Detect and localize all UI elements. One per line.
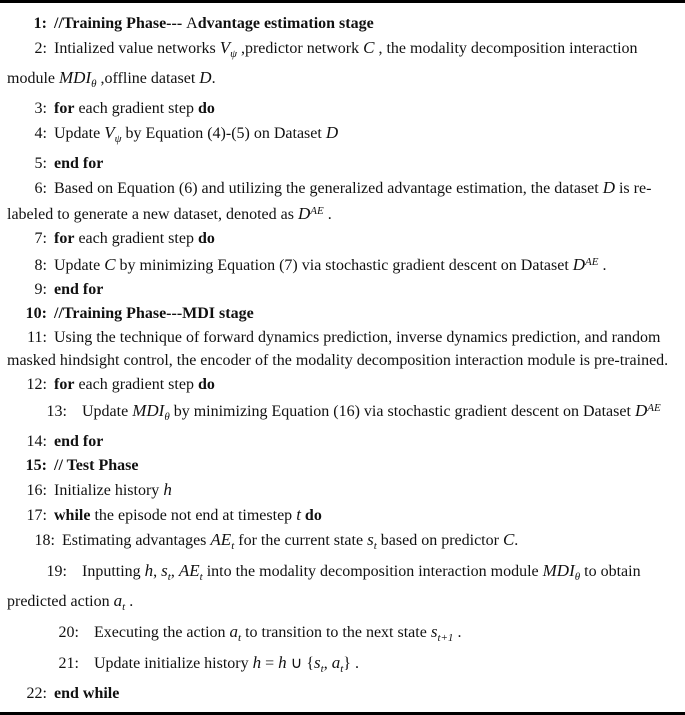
- algorithm-line: [7, 620, 671, 650]
- text-segment: while: [54, 507, 91, 524]
- math-token: MDI: [542, 561, 575, 580]
- text-segment: do: [197, 100, 215, 117]
- text-segment: dvantage estimation stage: [197, 15, 374, 32]
- algorithm-line: [7, 651, 671, 681]
- line-number: 21:: [58, 655, 79, 672]
- algorithm-line: [7, 682, 671, 705]
- text-segment: Based on Equation (6) and utilizing the generalized advantage estimation, the dataset: [54, 180, 603, 197]
- text-segment: .: [211, 70, 216, 87]
- line-number: 20:: [58, 624, 79, 641]
- math-token: t: [320, 663, 324, 675]
- text-segment: end for: [54, 155, 104, 172]
- text-segment: ,: [323, 655, 332, 672]
- math-token: h: [278, 653, 287, 672]
- math-token: ψ: [230, 48, 237, 60]
- line-number: 2:: [34, 40, 47, 57]
- text-segment: // Test Phase: [54, 457, 139, 474]
- text-segment: for: [54, 376, 75, 393]
- text-segment: =: [261, 655, 279, 672]
- math-token: s: [367, 530, 374, 549]
- math-token: D: [297, 204, 311, 223]
- line-number: 14:: [26, 433, 47, 450]
- algorithm-line: [7, 454, 671, 477]
- math-token: AE: [210, 530, 232, 549]
- algorithm-line: [7, 430, 671, 453]
- algorithm-line: [7, 36, 671, 96]
- text-segment: //Training Phase---MDI stage: [54, 305, 254, 322]
- text-segment: .: [514, 532, 519, 549]
- text-segment: based on predictor: [376, 532, 503, 549]
- math-token: a: [331, 653, 341, 672]
- text-segment: ,: [170, 563, 179, 580]
- algorithm-line: [7, 176, 671, 226]
- math-token: t: [231, 540, 235, 552]
- algorithm-line: [7, 503, 671, 527]
- text-segment: end while: [54, 685, 120, 702]
- math-token: t+1: [437, 632, 454, 644]
- line-number: 8:: [34, 257, 47, 274]
- algorithm-lines: [7, 12, 671, 705]
- math-token: θ: [574, 571, 581, 583]
- text-segment: Inputting: [74, 563, 145, 580]
- algorithm-line: [7, 302, 671, 325]
- algorithm-line: [7, 559, 671, 619]
- text-segment: by minimizing Equation (7) via stochastic gradient descent on Dataset: [115, 257, 573, 274]
- text-segment: end for: [54, 433, 104, 450]
- algorithm-line: [7, 528, 671, 558]
- text-segment: by Equation (4)-(5) on Dataset: [121, 125, 326, 142]
- line-number: 3:: [34, 100, 47, 117]
- text-segment: ,predictor network: [236, 40, 364, 57]
- text-segment: .: [125, 593, 134, 610]
- algorithm-line: [7, 251, 671, 277]
- line-number: 10:: [25, 305, 47, 322]
- text-segment: } .: [343, 655, 359, 672]
- text-segment: for: [54, 100, 75, 117]
- text-segment: Update: [74, 403, 133, 420]
- math-token: t: [296, 505, 301, 524]
- math-token: C: [363, 38, 375, 57]
- text-segment: each gradient step: [74, 230, 198, 247]
- math-token: D: [634, 401, 648, 420]
- line-number: 17:: [26, 507, 47, 524]
- math-token: θ: [91, 78, 97, 90]
- text-segment: Intialized value networks: [54, 40, 220, 57]
- text-segment: Update initialize history: [86, 655, 253, 672]
- math-token: θ: [164, 411, 170, 423]
- line-number: 11:: [27, 329, 47, 346]
- algorithm-line: [7, 397, 671, 429]
- line-number: 1:: [33, 15, 47, 32]
- math-token: h: [144, 561, 154, 580]
- text-segment: to transition to the next state: [241, 624, 431, 641]
- math-token: AE: [310, 205, 324, 217]
- math-token: D: [572, 255, 586, 274]
- text-segment: do: [197, 376, 215, 393]
- math-token: C: [104, 255, 116, 274]
- text-segment: the episode not end at timestep: [90, 507, 297, 524]
- text-segment: .: [598, 257, 607, 274]
- math-token: MDI: [132, 401, 165, 420]
- line-number: 4:: [34, 125, 47, 142]
- math-token: t: [199, 571, 203, 583]
- text-segment: into the modality decomposition interaction module: [202, 563, 543, 580]
- math-token: t: [122, 601, 126, 613]
- math-token: h: [163, 480, 172, 499]
- algorithm-line: [7, 152, 671, 175]
- algorithm-line: [7, 373, 671, 396]
- algorithm-line: [7, 227, 671, 250]
- math-token: t: [373, 540, 377, 552]
- math-token: MDI: [59, 68, 92, 87]
- text-segment: Update: [54, 125, 105, 142]
- math-token: t: [340, 663, 344, 675]
- line-number: 5:: [34, 155, 47, 172]
- text-segment: ∪ {: [286, 655, 315, 672]
- line-number: 12:: [26, 376, 47, 393]
- math-token: t: [238, 632, 242, 644]
- math-token: a: [113, 591, 123, 610]
- line-number: 19:: [46, 563, 67, 580]
- line-number: 15:: [25, 457, 47, 474]
- math-token: AE: [585, 256, 599, 268]
- text-segment: for: [54, 230, 75, 247]
- text-segment: each gradient step: [74, 376, 198, 393]
- text-segment: Update: [54, 257, 105, 274]
- line-number: 18:: [34, 532, 55, 549]
- line-number: 22:: [26, 685, 47, 702]
- line-number: 7:: [34, 230, 47, 247]
- text-segment: .: [323, 206, 332, 223]
- math-token: D: [325, 123, 339, 142]
- line-number: 16:: [26, 482, 47, 499]
- line-number: 9:: [34, 281, 47, 298]
- math-token: t: [167, 571, 171, 583]
- text-segment: Estimating advantages: [62, 532, 211, 549]
- text-segment: each gradient step: [74, 100, 198, 117]
- math-token: V: [219, 38, 231, 57]
- math-token: a: [229, 622, 239, 641]
- math-token: AE: [647, 402, 661, 414]
- math-token: s: [161, 561, 168, 580]
- algorithm-line: [7, 278, 671, 301]
- math-token: D: [199, 68, 212, 87]
- algorithm-line: [7, 97, 671, 120]
- text-segment: to obtain predicted action: [7, 563, 641, 610]
- math-token: h: [252, 653, 262, 672]
- text-segment: for the current state: [234, 532, 368, 549]
- math-token: s: [430, 622, 438, 641]
- line-number: 13:: [46, 403, 67, 420]
- algorithm-line: [7, 12, 671, 35]
- text-segment: do: [304, 507, 322, 524]
- algorithm-line: [7, 121, 671, 151]
- algorithm-line: [7, 478, 671, 502]
- text-segment: //Training Phase---: [54, 15, 187, 32]
- text-segment: is re-labeled to generate a new dataset, denoted as: [7, 180, 652, 223]
- text-segment: A: [186, 15, 198, 32]
- text-segment: , the modality decomposition interaction module: [7, 40, 638, 87]
- algorithm-line: [7, 326, 671, 372]
- text-segment: .: [453, 624, 462, 641]
- text-segment: do: [197, 230, 215, 247]
- line-number: 6:: [34, 180, 47, 197]
- math-token: C: [502, 530, 515, 549]
- math-token: ψ: [114, 133, 122, 145]
- text-segment: by minimizing Equation (16) via stochastic gradient descent on Dataset: [169, 403, 635, 420]
- math-token: s: [314, 653, 321, 672]
- text-segment: Using the technique of forward dynamics prediction, inverse dynamics prediction, and random masked hindsight control, the encoder of the modality decomposition interaction module is pre-trained.: [7, 329, 669, 369]
- math-token: V: [104, 123, 115, 142]
- math-token: AE: [178, 561, 200, 580]
- text-segment: end for: [54, 281, 104, 298]
- text-segment: Initialize history: [54, 482, 164, 499]
- text-segment: ,offline dataset: [96, 70, 200, 87]
- text-segment: ,: [153, 563, 162, 580]
- math-token: D: [602, 178, 615, 197]
- text-segment: Executing the action: [86, 624, 230, 641]
